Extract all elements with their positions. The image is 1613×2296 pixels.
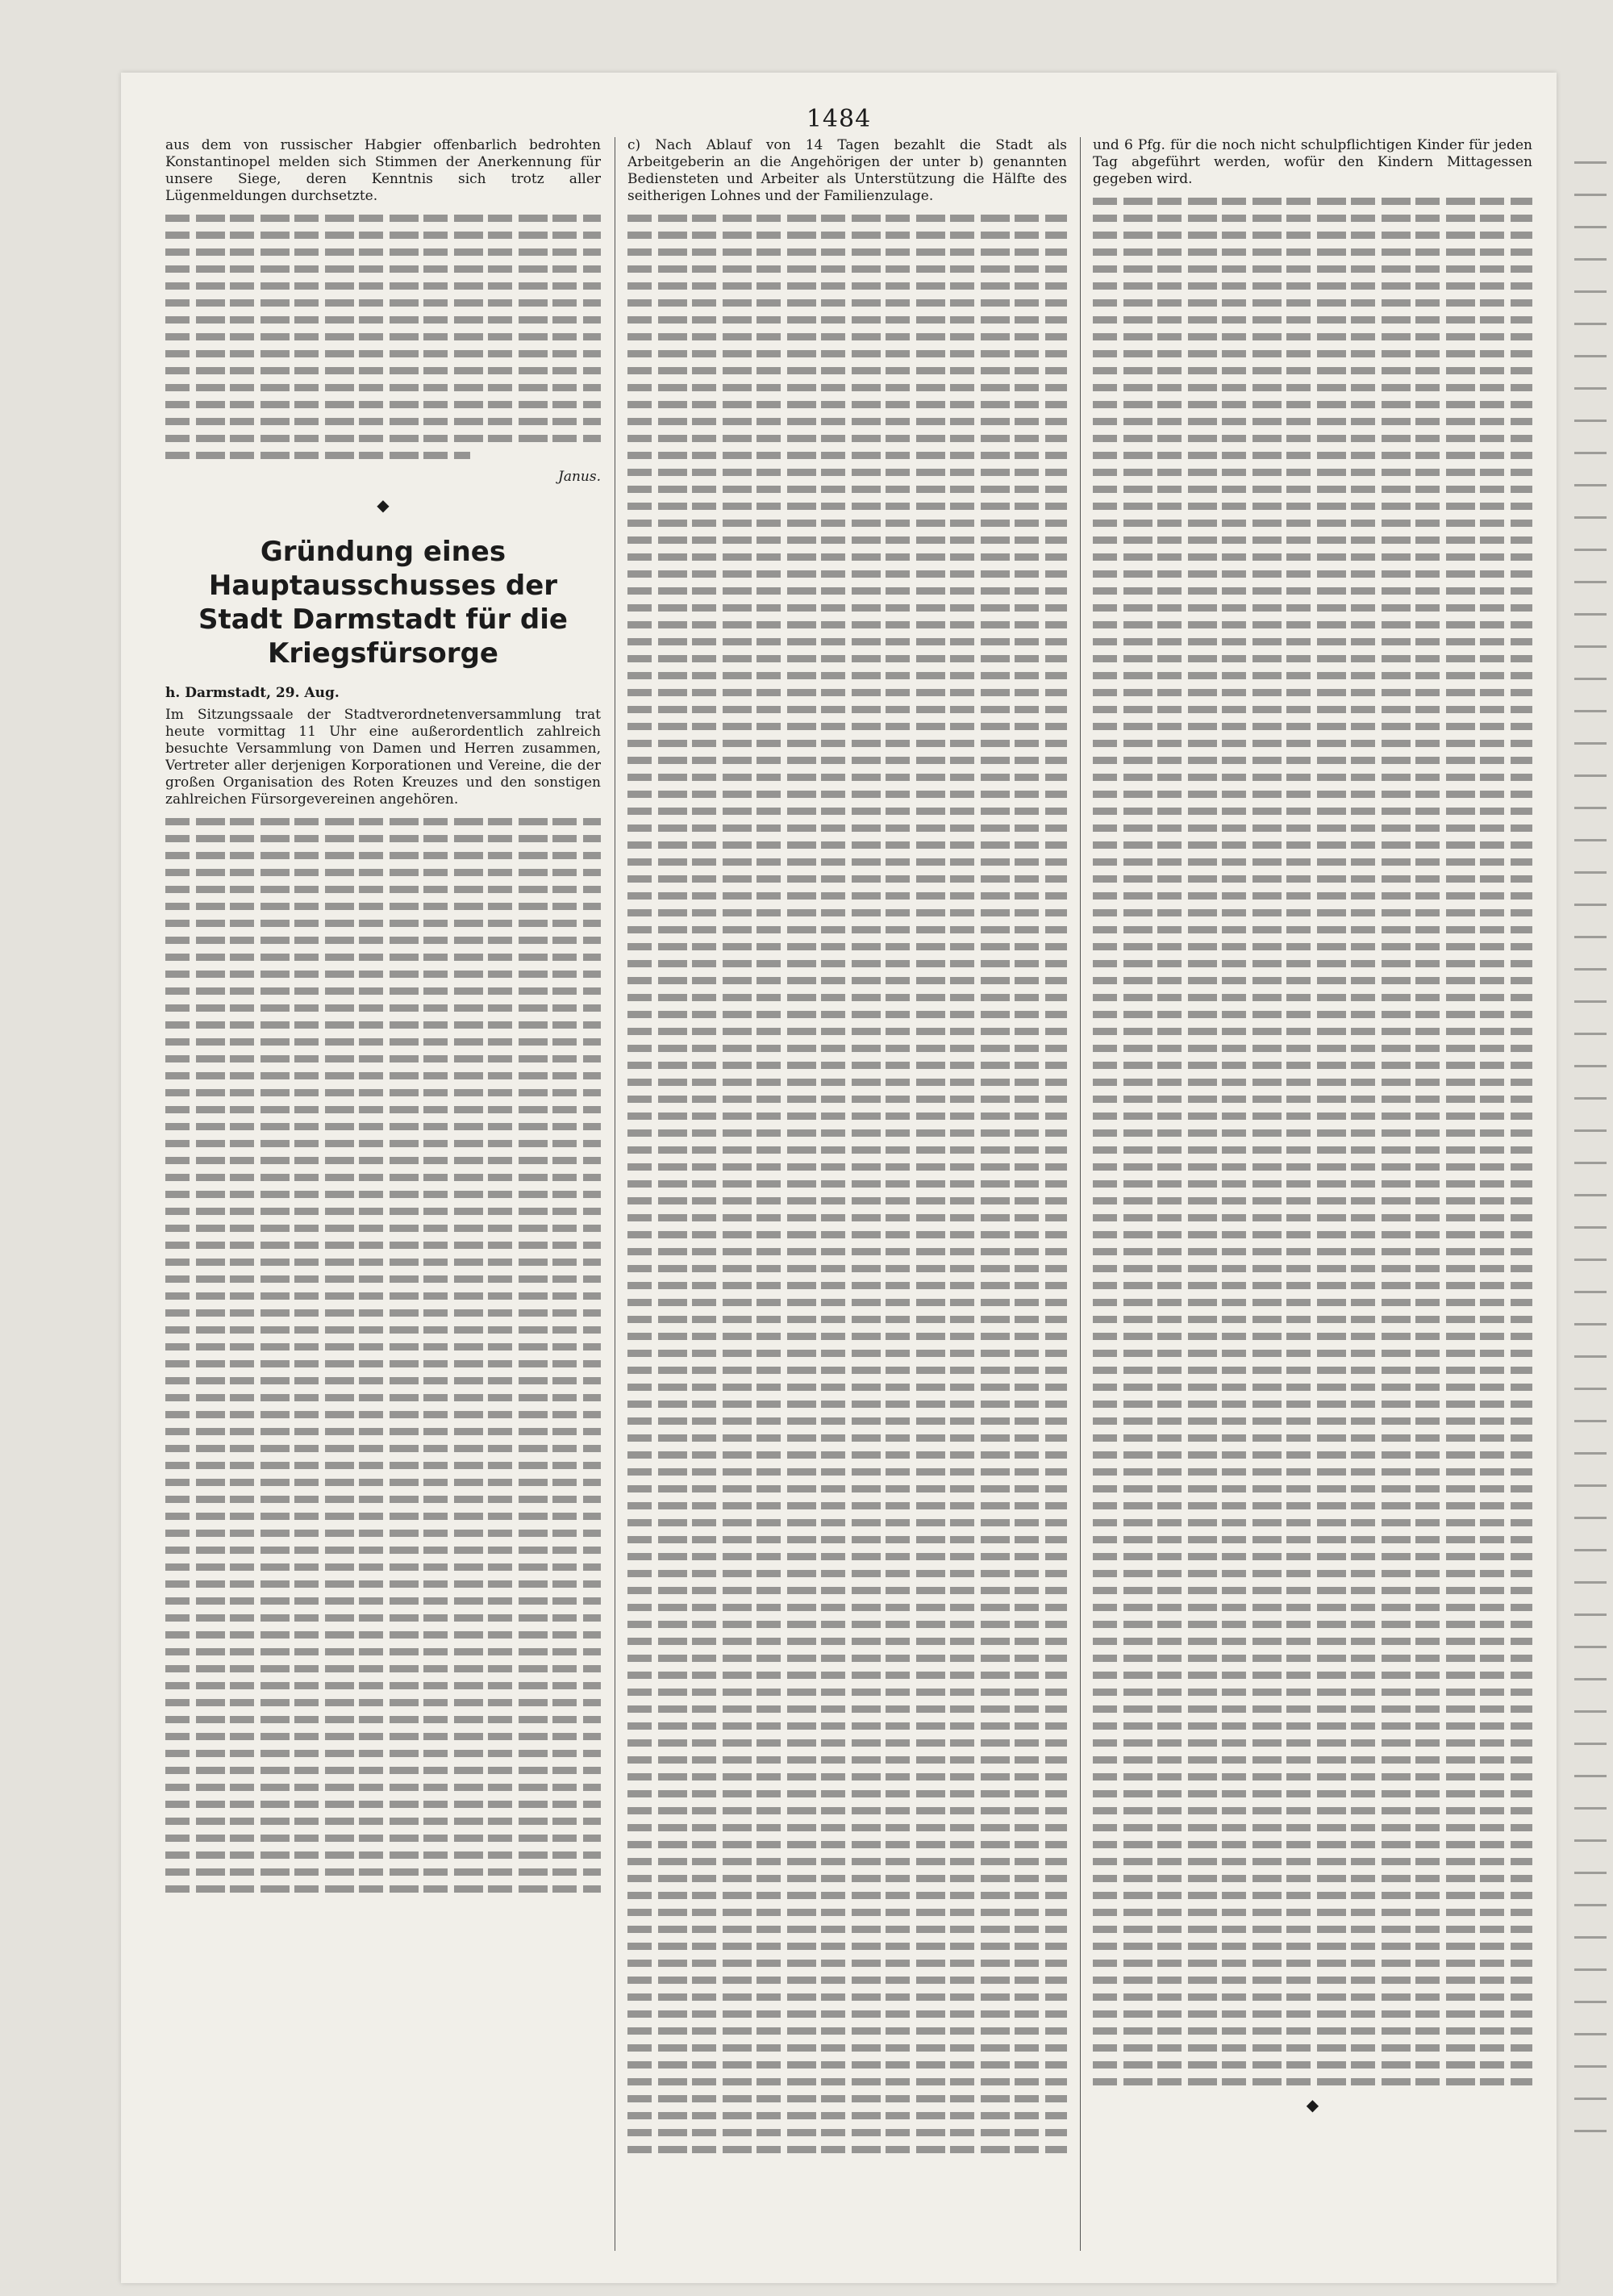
author-signature: Janus. xyxy=(558,469,601,485)
column-rule xyxy=(1080,137,1081,2251)
diamond-separator-icon: ◆ xyxy=(377,495,390,515)
diamond-separator-icon: ◆ xyxy=(1306,2095,1319,2114)
article-headline: Gründung eines Hauptausschusses der Stadt Darmstadt für die Kriegsfürsorge xyxy=(198,536,568,670)
paragraph: Im Sitzungssaale der Stadtverordnetenversammlung trat heute vormittag 11 Uhr eine außerordentlich zahlreich besuchte Versammlung von Damen und Herren zusammen, Vertreter aller derjenigen Korporationen und Vereine, die der großen Organisation des Roten Kreuzes und den sonstigen zahlreichen Fürsorgevereinen angehören. xyxy=(165,707,601,808)
page-number: 1484 xyxy=(806,105,872,133)
column-2 xyxy=(627,137,1067,2251)
paragraph: c) Nach Ablauf von 14 Tagen bezahlt die Stadt als Arbeitgeberin an die Angehörigen der unter b) genannten Bediensteten und Arbeiter als Unterstützung die Hälfte des seitherigen Lohnes und der Familienzulage. xyxy=(627,137,1067,204)
newspaper-page xyxy=(121,73,1557,2283)
paragraph: aus dem von russischer Habgier offenbarlich bedrohten Konstantinopel melden sich Stimmen der Anerkennung für unsere Siege, deren Kenntnis sich trotz aller Lügenmeldungen durchsetzte. xyxy=(165,137,601,204)
dateline: h. Darmstadt, 29. Aug. xyxy=(165,685,340,701)
column-1 xyxy=(165,137,601,2251)
adjacent-page-edge xyxy=(1574,161,1607,2135)
paragraph: und 6 Pfg. für die noch nicht schulpflichtigen Kinder für jeden Tag abgeführt werden, wofür den Kindern Mittagessen gegeben wird. xyxy=(1093,137,1532,187)
column-3 xyxy=(1093,137,1532,2251)
